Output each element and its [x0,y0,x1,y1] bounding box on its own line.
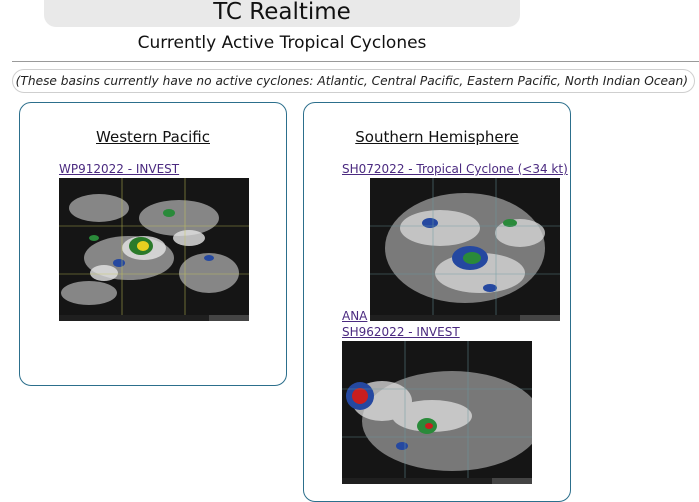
storm-link-wp912022[interactable]: WP912022 - INVEST [59,162,180,176]
storm-link-sh072022[interactable]: SH072022 - Tropical Cyclone (<34 kt) [342,162,568,176]
header-divider [12,61,699,62]
satellite-cloud-graphic [370,178,560,321]
page-title-bar [44,0,520,27]
southern-hemisphere-satellite-image-2[interactable] [342,341,532,484]
storm-link-sh962022[interactable]: SH962022 - INVEST [342,325,460,339]
inactive-basins-notice: (These basins currently have no active cyclones: Atlantic, Central Pacific, Eastern Pacific, North Indian Ocean) [12,69,695,93]
page-subtitle: Currently Active Tropical Cyclones [137,33,427,53]
satellite-cloud-graphic [342,341,532,484]
page-title: TC Realtime [213,0,351,25]
basin-panel-southern-hemisphere [303,102,571,502]
storm-name-ana[interactable]: ANA [342,309,368,323]
southern-hemisphere-satellite-image-1[interactable] [370,178,560,321]
basin-title-southern-hemisphere: Southern Hemisphere [355,128,519,146]
satellite-cloud-graphic [59,178,249,321]
basin-panel-western-pacific [19,102,287,386]
western-pacific-satellite-image[interactable] [59,178,249,321]
basin-title-western-pacific: Western Pacific [96,128,210,146]
